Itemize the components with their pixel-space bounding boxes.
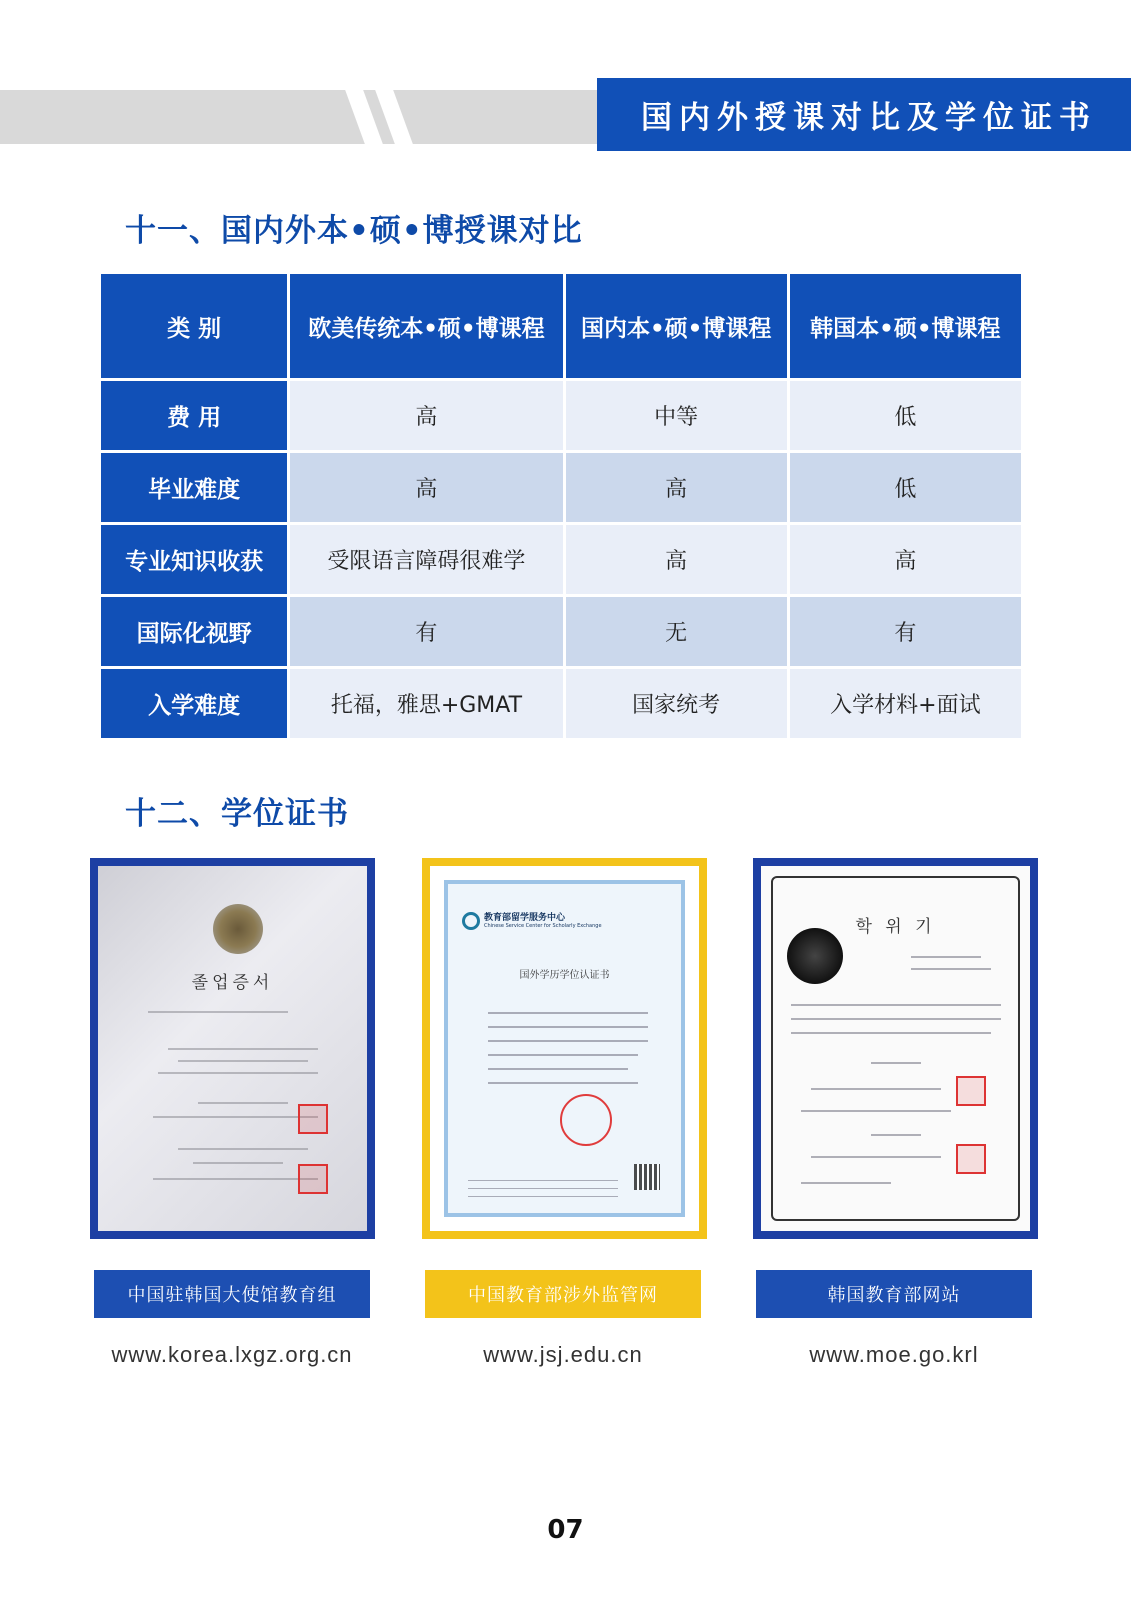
table-cell: 高	[566, 453, 787, 522]
certificate-title: 학 위 기	[855, 917, 936, 937]
table-header-row	[101, 274, 1021, 378]
certificate-image-authentication	[422, 858, 707, 1239]
certificate-title: 졸업증서	[191, 973, 274, 993]
table-row	[101, 525, 1021, 594]
cscse-logo-icon	[462, 912, 480, 930]
table-cell: 无	[566, 597, 787, 666]
table-header-cell: 欧美传统本•硕•博课程	[290, 274, 562, 378]
comparison-table	[98, 271, 1024, 741]
table-row-label: 专业知识收获	[101, 525, 287, 594]
certificate-title: 国外学历学位认证书	[519, 970, 610, 981]
header-title-box	[597, 78, 1131, 151]
certificate-image-degree	[753, 858, 1038, 1239]
university-seal-icon	[787, 928, 843, 984]
table-cell: 中等	[566, 381, 787, 450]
url-jsj[interactable]: www.jsj.edu.cn	[483, 1342, 643, 1367]
table-header-cell: 国内本•硕•博课程	[566, 274, 787, 378]
table-cell: 高	[566, 525, 787, 594]
label-korea-moe: 韩国教育部网站	[756, 1270, 1032, 1318]
table-cell: 低	[790, 381, 1021, 450]
label-jsj-supervision: 中国教育部涉外监管网	[425, 1270, 701, 1318]
table-header-cell: 韩国本•硕•博课程	[790, 274, 1021, 378]
issuing-org-name-en: Chinese Service Center for Scholarly Exchange	[484, 923, 602, 929]
seal-stamp-icon	[298, 1104, 328, 1134]
page-number: 07	[547, 1515, 584, 1545]
header-gray-band	[0, 90, 600, 144]
table-row-label: 费 用	[101, 381, 287, 450]
table-row-label: 国际化视野	[101, 597, 287, 666]
table-cell: 托福，雅思+GMAT	[290, 669, 562, 738]
table-row	[101, 669, 1021, 738]
table-cell: 有	[790, 597, 1021, 666]
issuing-org-name: 教育部留学服务中心	[484, 913, 566, 923]
table-row-label: 毕业难度	[101, 453, 287, 522]
table-cell: 低	[790, 453, 1021, 522]
qr-code-icon	[634, 1164, 660, 1190]
header-title: 国内外授课对比及学位证书	[641, 100, 1097, 136]
section-title-certificates: 十二、学位证书	[125, 796, 349, 832]
table-cell: 国家统考	[566, 669, 787, 738]
seal-stamp-icon	[956, 1076, 986, 1106]
url-korea-lxgz[interactable]: www.korea.lxgz.org.cn	[111, 1342, 353, 1367]
table-cell: 高	[290, 381, 562, 450]
table-cell: 有	[290, 597, 562, 666]
table-cell: 高	[290, 453, 562, 522]
section-title-comparison: 十一、国内外本•硕•博授课对比	[125, 213, 583, 249]
table-cell: 高	[790, 525, 1021, 594]
table-row	[101, 597, 1021, 666]
table-header-cell: 类 别	[101, 274, 287, 378]
university-emblem-icon	[213, 904, 263, 954]
label-korea-embassy-education: 中国驻韩国大使馆教育组	[94, 1270, 370, 1318]
url-moe[interactable]: www.moe.go.krl	[809, 1342, 979, 1367]
table-cell: 受限语言障碍很难学	[290, 525, 562, 594]
official-seal-icon	[560, 1094, 612, 1146]
table-row-label: 入学难度	[101, 669, 287, 738]
seal-stamp-icon	[298, 1164, 328, 1194]
table-cell: 入学材料+面试	[790, 669, 1021, 738]
table-row	[101, 381, 1021, 450]
seal-stamp-icon	[956, 1144, 986, 1174]
certificate-image-graduation	[90, 858, 375, 1239]
table-row	[101, 453, 1021, 522]
